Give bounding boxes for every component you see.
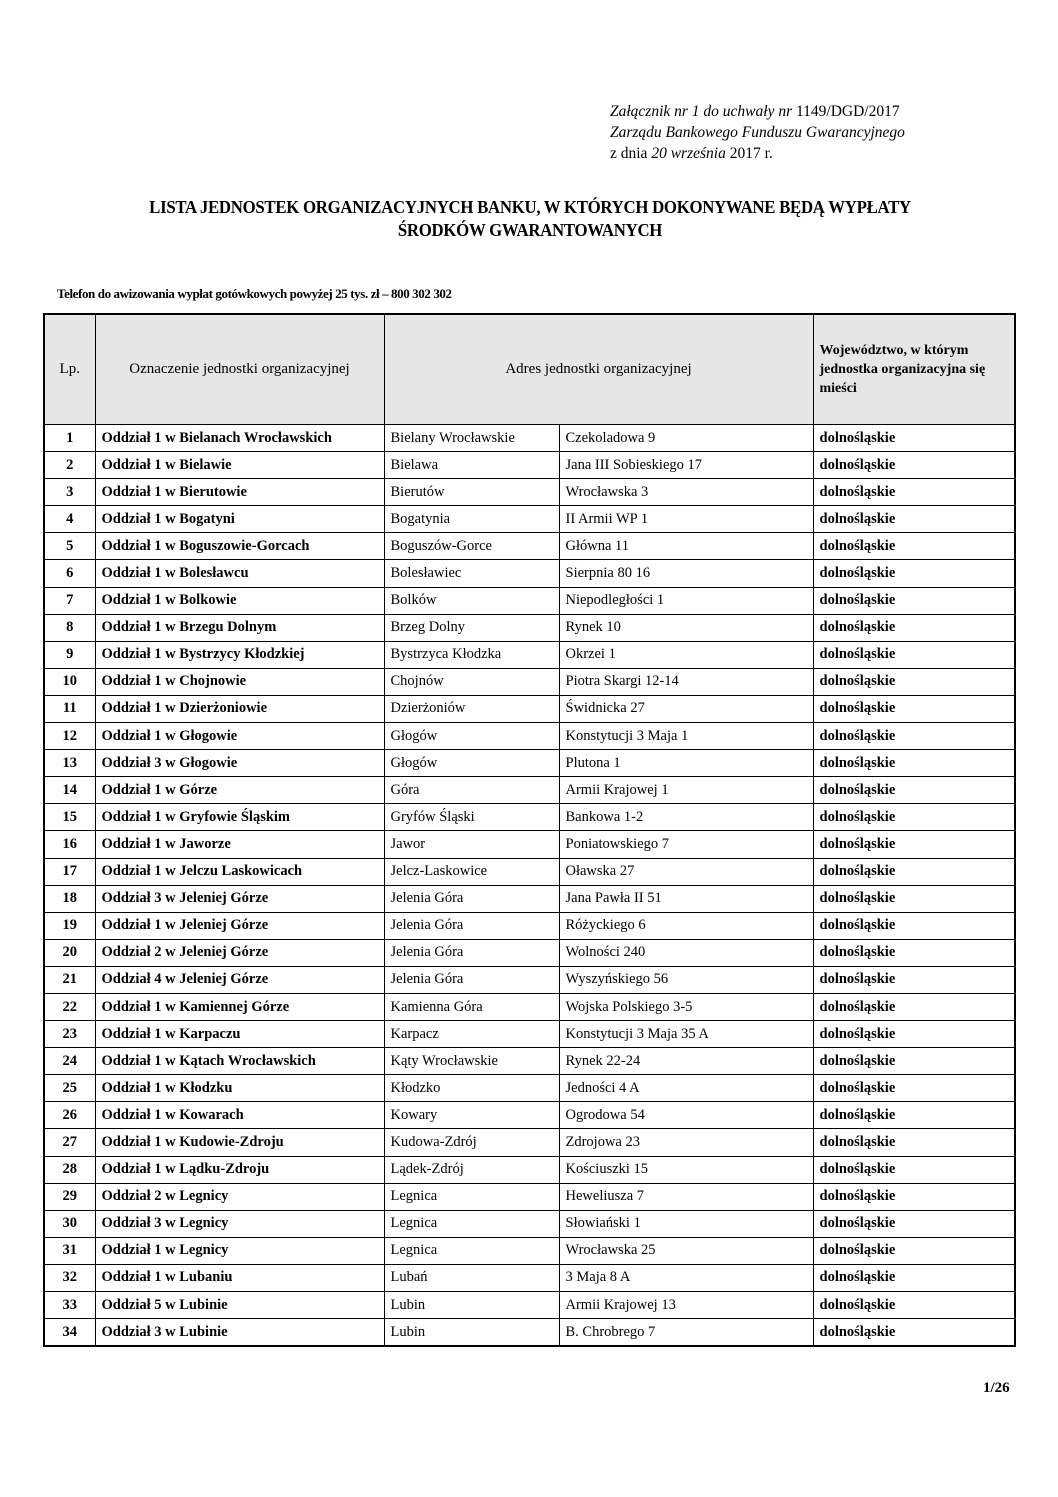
cell-city: Lądek-Zdrój — [384, 1156, 559, 1183]
cell-lp: 34 — [44, 1319, 95, 1347]
cell-region: dolnośląskie — [813, 777, 1015, 804]
cell-region: dolnośląskie — [813, 425, 1015, 452]
cell-street: Różyckiego 6 — [559, 912, 813, 939]
branch-table — [43, 313, 1016, 1347]
cell-unit: Oddział 1 w Kamiennej Górze — [95, 993, 384, 1020]
cell-street: Poniatowskiego 7 — [559, 831, 813, 858]
cell-region: dolnośląskie — [813, 912, 1015, 939]
annex-line-3: z dnia 20 września 2017 r. — [610, 145, 773, 162]
annex-line-2: Zarządu Bankowego Funduszu Gwarancyjnego — [610, 124, 905, 141]
cell-unit: Oddział 1 w Bystrzycy Kłodzkiej — [95, 641, 384, 668]
cell-unit: Oddział 5 w Lubinie — [95, 1292, 384, 1319]
cell-street: Świdnicka 27 — [559, 695, 813, 722]
cell-region: dolnośląskie — [813, 1048, 1015, 1075]
page-number: 1/26 — [983, 1380, 1010, 1396]
table-row — [44, 1264, 1015, 1291]
cell-region: dolnośląskie — [813, 641, 1015, 668]
cell-city: Karpacz — [384, 1021, 559, 1048]
cell-lp: 9 — [44, 641, 95, 668]
cell-unit: Oddział 1 w Brzegu Dolnym — [95, 614, 384, 641]
cell-region: dolnośląskie — [813, 614, 1015, 641]
cell-street: Wyszyńskiego 56 — [559, 966, 813, 993]
cell-unit: Oddział 1 w Kłodzku — [95, 1075, 384, 1102]
cell-street: Słowiański 1 — [559, 1210, 813, 1237]
cell-region: dolnośląskie — [813, 1264, 1015, 1291]
cell-city: Lubin — [384, 1319, 559, 1347]
cell-unit: Oddział 1 w Jelczu Laskowicach — [95, 858, 384, 885]
table-row — [44, 831, 1015, 858]
cell-lp: 1 — [44, 425, 95, 452]
cell-city: Bielawa — [384, 452, 559, 479]
cell-lp: 5 — [44, 533, 95, 560]
cell-region: dolnośląskie — [813, 966, 1015, 993]
cell-street: Zdrojowa 23 — [559, 1129, 813, 1156]
cell-street: Wrocławska 3 — [559, 479, 813, 506]
cell-city: Bielany Wrocławskie — [384, 425, 559, 452]
cell-lp: 23 — [44, 1021, 95, 1048]
cell-city: Gryfów Śląski — [384, 804, 559, 831]
annex-reference — [610, 101, 905, 164]
cell-lp: 14 — [44, 777, 95, 804]
cell-street: Jedności 4 A — [559, 1075, 813, 1102]
cell-unit: Oddział 1 w Bierutowie — [95, 479, 384, 506]
cell-street: Oławska 27 — [559, 858, 813, 885]
header-region: Województwo, w którym jednostka organizacyjna się mieści — [813, 314, 1015, 425]
cell-city: Kąty Wrocławskie — [384, 1048, 559, 1075]
cell-street: Jana III Sobieskiego 17 — [559, 452, 813, 479]
cell-lp: 33 — [44, 1292, 95, 1319]
cell-city: Jelenia Góra — [384, 966, 559, 993]
cell-lp: 25 — [44, 1075, 95, 1102]
cell-street: Niepodległości 1 — [559, 587, 813, 614]
cell-region: dolnośląskie — [813, 993, 1015, 1020]
cell-region: dolnośląskie — [813, 1319, 1015, 1347]
table-row — [44, 1156, 1015, 1183]
cell-city: Kowary — [384, 1102, 559, 1129]
cell-city: Głogów — [384, 723, 559, 750]
table-row — [44, 1292, 1015, 1319]
cell-lp: 6 — [44, 560, 95, 587]
cell-unit: Oddział 1 w Bolkowie — [95, 587, 384, 614]
cell-region: dolnośląskie — [813, 750, 1015, 777]
cell-city: Jelenia Góra — [384, 912, 559, 939]
phone-note: Telefon do awizowania wypłat gotówkowych powyżej 25 tys. zł – 800 302 302 — [57, 286, 452, 301]
cell-lp: 22 — [44, 993, 95, 1020]
cell-unit: Oddział 1 w Kątach Wrocławskich — [95, 1048, 384, 1075]
table-row — [44, 1237, 1015, 1264]
cell-region: dolnośląskie — [813, 452, 1015, 479]
cell-city: Dzierżoniów — [384, 695, 559, 722]
cell-lp: 32 — [44, 1264, 95, 1291]
cell-city: Głogów — [384, 750, 559, 777]
cell-street: Sierpnia 80 16 — [559, 560, 813, 587]
cell-street: Czekoladowa 9 — [559, 425, 813, 452]
cell-lp: 20 — [44, 939, 95, 966]
table-row — [44, 966, 1015, 993]
table-row — [44, 1048, 1015, 1075]
cell-street: Wrocławska 25 — [559, 1237, 813, 1264]
table-row — [44, 425, 1015, 452]
table-body — [44, 425, 1015, 1347]
cell-city: Jelenia Góra — [384, 939, 559, 966]
cell-unit: Oddział 2 w Legnicy — [95, 1183, 384, 1210]
cell-city: Bolesławiec — [384, 560, 559, 587]
table-row — [44, 1319, 1015, 1347]
cell-region: dolnośląskie — [813, 1183, 1015, 1210]
header-address: Adres jednostki organizacyjnej — [384, 314, 813, 425]
cell-unit: Oddział 1 w Bielawie — [95, 452, 384, 479]
cell-city: Bogatynia — [384, 506, 559, 533]
cell-street: B. Chrobrego 7 — [559, 1319, 813, 1347]
cell-lp: 15 — [44, 804, 95, 831]
cell-region: dolnośląskie — [813, 831, 1015, 858]
cell-unit: Oddział 1 w Dzierżoniowie — [95, 695, 384, 722]
cell-unit: Oddział 1 w Głogowie — [95, 723, 384, 750]
cell-city: Brzeg Dolny — [384, 614, 559, 641]
cell-unit: Oddział 1 w Bolesławcu — [95, 560, 384, 587]
cell-street: Konstytucji 3 Maja 35 A — [559, 1021, 813, 1048]
cell-street: Kościuszki 15 — [559, 1156, 813, 1183]
table-row — [44, 993, 1015, 1020]
table-row — [44, 695, 1015, 722]
cell-region: dolnośląskie — [813, 1129, 1015, 1156]
cell-unit: Oddział 1 w Bogatyni — [95, 506, 384, 533]
cell-unit: Oddział 1 w Lądku-Zdroju — [95, 1156, 384, 1183]
cell-unit: Oddział 1 w Kowarach — [95, 1102, 384, 1129]
table-row — [44, 1210, 1015, 1237]
cell-city: Jawor — [384, 831, 559, 858]
cell-region: dolnośląskie — [813, 804, 1015, 831]
cell-region: dolnośląskie — [813, 1021, 1015, 1048]
table-row — [44, 533, 1015, 560]
cell-street: Okrzei 1 — [559, 641, 813, 668]
cell-region: dolnośląskie — [813, 1156, 1015, 1183]
cell-lp: 29 — [44, 1183, 95, 1210]
cell-unit: Oddział 3 w Głogowie — [95, 750, 384, 777]
cell-street: Wolności 240 — [559, 939, 813, 966]
table-row — [44, 939, 1015, 966]
cell-lp: 8 — [44, 614, 95, 641]
cell-region: dolnośląskie — [813, 587, 1015, 614]
cell-region: dolnośląskie — [813, 885, 1015, 912]
cell-unit: Oddział 3 w Lubinie — [95, 1319, 384, 1347]
cell-unit: Oddział 1 w Legnicy — [95, 1237, 384, 1264]
cell-city: Jelenia Góra — [384, 885, 559, 912]
cell-unit: Oddział 3 w Jeleniej Górze — [95, 885, 384, 912]
cell-lp: 11 — [44, 695, 95, 722]
cell-region: dolnośląskie — [813, 1075, 1015, 1102]
cell-city: Legnica — [384, 1210, 559, 1237]
table-row — [44, 1129, 1015, 1156]
cell-region: dolnośląskie — [813, 506, 1015, 533]
table-row — [44, 912, 1015, 939]
cell-street: Armii Krajowej 1 — [559, 777, 813, 804]
cell-region: dolnośląskie — [813, 1292, 1015, 1319]
cell-city: Kłodzko — [384, 1075, 559, 1102]
cell-unit: Oddział 1 w Karpaczu — [95, 1021, 384, 1048]
table-row — [44, 1021, 1015, 1048]
table-header-row — [44, 314, 1015, 425]
cell-unit: Oddział 1 w Kudowie-Zdroju — [95, 1129, 384, 1156]
cell-lp: 21 — [44, 966, 95, 993]
cell-street: Rynek 10 — [559, 614, 813, 641]
table-row — [44, 885, 1015, 912]
cell-street: Bankowa 1-2 — [559, 804, 813, 831]
annex-line-1: Załącznik nr 1 do uchwały nr 1149/DGD/2017 — [610, 103, 900, 120]
cell-city: Góra — [384, 777, 559, 804]
cell-region: dolnośląskie — [813, 939, 1015, 966]
cell-region: dolnośląskie — [813, 1102, 1015, 1129]
cell-street: Armii Krajowej 13 — [559, 1292, 813, 1319]
cell-unit: Oddział 2 w Jeleniej Górze — [95, 939, 384, 966]
cell-lp: 30 — [44, 1210, 95, 1237]
cell-unit: Oddział 1 w Lubaniu — [95, 1264, 384, 1291]
cell-street: Heweliusza 7 — [559, 1183, 813, 1210]
cell-city: Kamienna Góra — [384, 993, 559, 1020]
cell-unit: Oddział 1 w Jaworze — [95, 831, 384, 858]
cell-lp: 16 — [44, 831, 95, 858]
cell-city: Bolków — [384, 587, 559, 614]
cell-lp: 2 — [44, 452, 95, 479]
table-row — [44, 858, 1015, 885]
table-row — [44, 587, 1015, 614]
table-row — [44, 560, 1015, 587]
cell-street: 3 Maja 8 A — [559, 1264, 813, 1291]
cell-city: Boguszów-Gorce — [384, 533, 559, 560]
table-row — [44, 641, 1015, 668]
cell-unit: Oddział 1 w Chojnowie — [95, 668, 384, 695]
cell-street: Piotra Skargi 12-14 — [559, 668, 813, 695]
cell-unit: Oddział 1 w Boguszowie-Gorcach — [95, 533, 384, 560]
cell-region: dolnośląskie — [813, 858, 1015, 885]
cell-region: dolnośląskie — [813, 695, 1015, 722]
cell-street: Konstytucji 3 Maja 1 — [559, 723, 813, 750]
cell-city: Lubań — [384, 1264, 559, 1291]
cell-unit: Oddział 1 w Bielanach Wrocławskich — [95, 425, 384, 452]
cell-city: Bystrzyca Kłodzka — [384, 641, 559, 668]
header-lp: Lp. — [44, 314, 95, 425]
cell-city: Chojnów — [384, 668, 559, 695]
cell-street: Rynek 22-24 — [559, 1048, 813, 1075]
document-title — [60, 196, 1001, 242]
cell-street: Jana Pawła II 51 — [559, 885, 813, 912]
cell-unit: Oddział 4 w Jeleniej Górze — [95, 966, 384, 993]
table-row — [44, 614, 1015, 641]
cell-region: dolnośląskie — [813, 1210, 1015, 1237]
cell-city: Legnica — [384, 1237, 559, 1264]
cell-street: Ogrodowa 54 — [559, 1102, 813, 1129]
title-line-1: LISTA JEDNOSTEK ORGANIZACYJNYCH BANKU, W KTÓRYCH DOKONYWANE BĘDĄ WYPŁATY — [149, 197, 911, 217]
cell-lp: 19 — [44, 912, 95, 939]
table-row — [44, 1102, 1015, 1129]
cell-unit: Oddział 3 w Legnicy — [95, 1210, 384, 1237]
table-row — [44, 506, 1015, 533]
table-row — [44, 668, 1015, 695]
table-row — [44, 777, 1015, 804]
table-row — [44, 804, 1015, 831]
title-line-2: ŚRODKÓW GWARANTOWANYCH — [397, 220, 663, 240]
cell-region: dolnośląskie — [813, 668, 1015, 695]
cell-city: Jelcz-Laskowice — [384, 858, 559, 885]
cell-lp: 26 — [44, 1102, 95, 1129]
cell-lp: 10 — [44, 668, 95, 695]
cell-city: Lubin — [384, 1292, 559, 1319]
cell-street: Wojska Polskiego 3-5 — [559, 993, 813, 1020]
cell-lp: 12 — [44, 723, 95, 750]
cell-lp: 31 — [44, 1237, 95, 1264]
cell-lp: 7 — [44, 587, 95, 614]
cell-city: Legnica — [384, 1183, 559, 1210]
table-row — [44, 479, 1015, 506]
cell-city: Kudowa-Zdrój — [384, 1129, 559, 1156]
cell-street: II Armii WP 1 — [559, 506, 813, 533]
table-row — [44, 750, 1015, 777]
table-row — [44, 452, 1015, 479]
cell-lp: 28 — [44, 1156, 95, 1183]
cell-region: dolnośląskie — [813, 723, 1015, 750]
table-row — [44, 1075, 1015, 1102]
cell-region: dolnośląskie — [813, 533, 1015, 560]
cell-unit: Oddział 1 w Jeleniej Górze — [95, 912, 384, 939]
cell-city: Bierutów — [384, 479, 559, 506]
cell-unit: Oddział 1 w Górze — [95, 777, 384, 804]
cell-street: Główna 11 — [559, 533, 813, 560]
table-row — [44, 723, 1015, 750]
cell-region: dolnośląskie — [813, 479, 1015, 506]
cell-unit: Oddział 1 w Gryfowie Śląskim — [95, 804, 384, 831]
cell-lp: 13 — [44, 750, 95, 777]
header-unit: Oznaczenie jednostki organizacyjnej — [95, 314, 384, 425]
cell-lp: 27 — [44, 1129, 95, 1156]
cell-street: Plutona 1 — [559, 750, 813, 777]
cell-lp: 4 — [44, 506, 95, 533]
cell-lp: 17 — [44, 858, 95, 885]
cell-lp: 18 — [44, 885, 95, 912]
cell-region: dolnośląskie — [813, 560, 1015, 587]
cell-lp: 3 — [44, 479, 95, 506]
table-row — [44, 1183, 1015, 1210]
cell-lp: 24 — [44, 1048, 95, 1075]
cell-region: dolnośląskie — [813, 1237, 1015, 1264]
